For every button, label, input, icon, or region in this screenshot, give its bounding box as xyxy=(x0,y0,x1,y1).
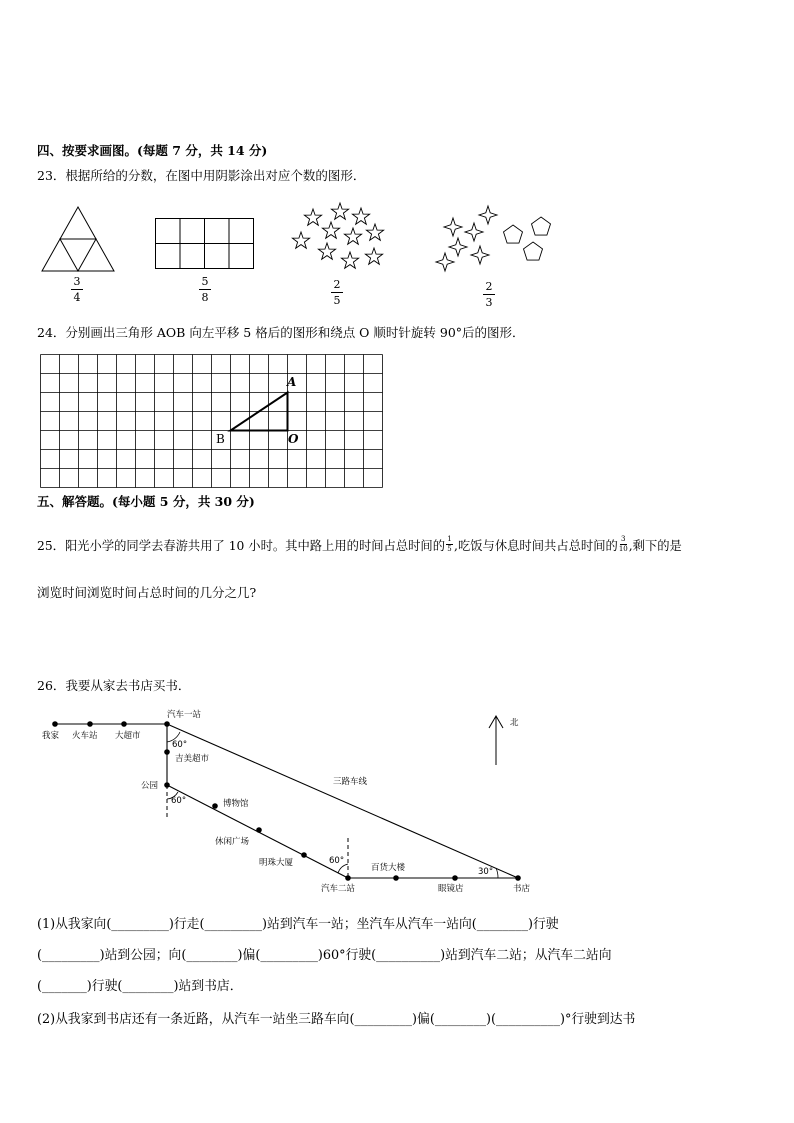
map-label-supermarket: 大超市 xyxy=(115,731,141,741)
point-o-label: O xyxy=(288,432,299,446)
question-26-part-1-line-2: (_________)站到公园；向(________)偏(_________)60°行驶(__________)站到汽车二站；从汽车二站向 xyxy=(37,948,612,963)
question-26-part-2-line-1: (2)从我家到书店还有一条近路，从汽车一站坐三路车向(_________)偏(________)(__________)°行驶到达书 xyxy=(37,1012,636,1027)
question-24-prompt: 24．分别画出三角形 AOB 向左平移 5 格后的图形和绕点 O 顺时针旋转 90°后的图形． xyxy=(37,325,525,340)
question-23-prompt: 23．根据所给的分数，在图中用阴影涂出对应个数的图形． xyxy=(37,168,366,183)
map-label-angle-60-a: 60° xyxy=(172,740,188,750)
map-label-bus-stop-2: 汽车二站 xyxy=(321,884,356,894)
fraction-3-10: $\frac{3}{10}$ xyxy=(618,535,628,553)
map-label-route-3: 三路车线 xyxy=(333,777,368,787)
map-label-jimei-supermarket: 吉美超市 xyxy=(175,754,210,764)
map-label-train-station: 火车站 xyxy=(72,731,98,741)
fraction-3-4: 3 4 xyxy=(71,276,83,303)
map-label-angle-60-b: 60° xyxy=(171,796,187,806)
map-label-bookstore: 书店 xyxy=(513,884,531,894)
map-label-museum: 博物馆 xyxy=(223,799,249,809)
section-five-heading: 五、解答题。(每小题 5 分，共 30 分) xyxy=(37,494,255,509)
north-label: 北 xyxy=(510,718,519,728)
map-label-home: 我家 xyxy=(42,731,60,741)
point-a-label: A xyxy=(287,375,297,389)
fraction-1-5: $\frac{1}{5}$ xyxy=(447,535,452,553)
question-26-part-1-line-1: (1)从我家向(_________)行走(_________)站到汽车一站；坐汽车从汽车一站向(________)行驶 xyxy=(37,917,559,932)
section-four-heading: 四、按要求画图。(每题 7 分，共 14 分) xyxy=(37,143,268,158)
question-25-line-2: 浏览时间浏览时间占总时间的几分之几? xyxy=(37,585,257,600)
question-26-part-1-line-3: (_______)行驶(________)站到书店． xyxy=(37,979,243,994)
map-label-department-store: 百货大楼 xyxy=(371,863,406,873)
map-label-leisure-plaza: 休闲广场 xyxy=(215,837,250,847)
map-label-angle-60-c: 60° xyxy=(329,856,345,866)
question-26-prompt: 26．我要从家去书店买书． xyxy=(37,678,191,693)
map-label-angle-30: 30° xyxy=(478,867,494,877)
point-b-label: B xyxy=(216,432,225,446)
map-label-optician: 眼镜店 xyxy=(438,884,464,894)
map-label-bus-stop-1: 汽车一站 xyxy=(167,710,202,720)
question-25-line-1: 25．阳光小学的同学去春游共用了 10 小时。其中路上用的时间占总时间的 $\frac{1}{5}$ ,吃饭与休息时间共占总时间的 $\frac{3}{10}$ ,剩下的是 xyxy=(37,535,682,553)
fraction-2-5: 2 5 xyxy=(331,279,343,306)
fraction-2-3: 2 3 xyxy=(483,281,495,308)
map-label-park: 公园 xyxy=(141,781,159,791)
north-arrow xyxy=(489,716,503,765)
map-label-mingzhu-building: 明珠大厦 xyxy=(259,858,294,868)
fraction-5-8: 5 8 xyxy=(199,276,211,303)
